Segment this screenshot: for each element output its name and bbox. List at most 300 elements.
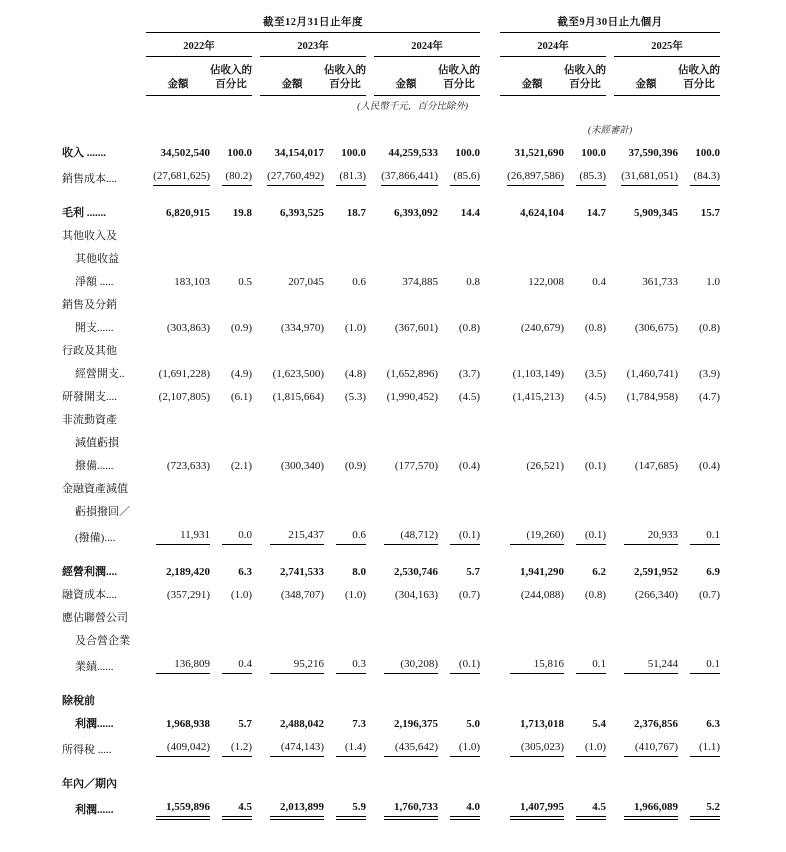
cell-value (678, 711, 720, 734)
cell-value (438, 140, 480, 163)
row-label (62, 223, 720, 246)
cell-value (614, 551, 678, 582)
cell-value (210, 269, 252, 292)
cell-value (324, 551, 366, 582)
value-text: 6.3 (706, 718, 721, 730)
cell-value (210, 582, 252, 605)
value-text: (1.0) (576, 741, 606, 757)
column-gap (366, 384, 374, 407)
row-label (62, 407, 720, 430)
cell-value (210, 551, 252, 582)
value-text: 0.3 (336, 658, 366, 674)
value-text: 0.1 (690, 658, 720, 674)
cell-value (146, 315, 210, 338)
value-text: (1.0) (344, 589, 366, 601)
value-text: 183,103 (174, 276, 210, 288)
cell-value (678, 192, 720, 223)
column-gap (252, 361, 260, 384)
row-label (62, 269, 146, 292)
cell-value (324, 522, 366, 551)
value-text: 31,521,690 (514, 147, 564, 159)
pct-column-header: 佔收入的 百分比 (324, 57, 366, 96)
table-row (62, 628, 720, 651)
value-text: (4.5) (584, 391, 606, 403)
cell-value (678, 522, 720, 551)
value-text: (0.4) (698, 460, 721, 472)
value-text: 100.0 (695, 147, 721, 159)
value-text: (0.1) (576, 529, 606, 545)
cell-value (260, 582, 324, 605)
row-label (62, 163, 146, 192)
cell-value (210, 361, 252, 384)
value-text: 100.0 (581, 147, 606, 159)
column-gap (366, 315, 374, 338)
column-gap (366, 551, 374, 582)
column-gap (480, 734, 500, 763)
column-gap (606, 582, 614, 605)
cell-value (614, 192, 678, 223)
value-text: (723,633) (166, 460, 210, 472)
column-gap (606, 163, 614, 192)
table-row (62, 430, 720, 453)
cell-value (678, 384, 720, 407)
value-text: 100.0 (455, 147, 480, 159)
table-row (62, 551, 720, 582)
column-gap (606, 315, 614, 338)
column-gap (480, 192, 500, 223)
row-label (62, 628, 720, 651)
row-label-text: 非流動資產 (62, 414, 117, 426)
cell-value (374, 140, 438, 163)
cell-value (438, 551, 480, 582)
value-text: 1,941,290 (520, 566, 564, 578)
column-gap (252, 551, 260, 582)
value-text: 2,488,042 (280, 718, 324, 730)
value-text: 14.7 (586, 207, 606, 219)
value-text: 4,624,104 (520, 207, 564, 219)
column-gap (252, 163, 260, 192)
value-text: (306,675) (634, 322, 678, 334)
value-text: 207,045 (288, 276, 324, 288)
cell-value (500, 384, 564, 407)
value-text: (367,601) (394, 322, 438, 334)
table-row (62, 794, 720, 823)
cell-value (564, 361, 606, 384)
column-gap (366, 582, 374, 605)
row-label-text: 減值虧損 (75, 437, 119, 449)
cell-value (324, 315, 366, 338)
cell-value (614, 711, 678, 734)
cell-value (374, 163, 438, 192)
value-text: (1,460,741) (626, 368, 678, 380)
column-gap (606, 57, 614, 96)
column-gap (606, 192, 614, 223)
column-gap (480, 57, 500, 96)
cell-value (146, 734, 210, 763)
row-label (62, 361, 146, 384)
column-gap (480, 269, 500, 292)
value-text: (3.9) (698, 368, 721, 380)
cell-value (564, 734, 606, 763)
row-label (62, 651, 146, 680)
value-text: 6.2 (592, 566, 606, 578)
column-gap (252, 453, 260, 476)
cell-value (210, 384, 252, 407)
cell-value (324, 163, 366, 192)
cell-value (438, 453, 480, 476)
cell-value (374, 192, 438, 223)
column-gap (252, 384, 260, 407)
value-text: 95,216 (270, 658, 324, 674)
row-label (62, 763, 720, 794)
cell-value (438, 192, 480, 223)
cell-value (260, 192, 324, 223)
cell-value (438, 734, 480, 763)
cell-value (210, 794, 252, 823)
column-gap (252, 269, 260, 292)
cell-value (374, 794, 438, 823)
value-text: 18.7 (346, 207, 366, 219)
units-note: (人民幣千元，百分比除外) (357, 102, 468, 112)
value-text: 2,376,856 (634, 718, 678, 730)
row-label (62, 338, 720, 361)
cell-value (614, 522, 678, 551)
cell-value (146, 163, 210, 192)
value-text: 11,931 (156, 529, 210, 545)
cell-value (438, 361, 480, 384)
cell-value (500, 522, 564, 551)
value-text: (357,291) (166, 589, 210, 601)
value-text: (48,712) (384, 529, 438, 545)
row-label-text: 年內／期內 (62, 778, 117, 790)
cell-value (500, 551, 564, 582)
value-text: 2,189,420 (166, 566, 210, 578)
value-text: (1,623,500) (272, 368, 324, 380)
column-gap (366, 794, 374, 823)
row-label-text: 業績...... (75, 661, 114, 673)
row-label-text: (撥備).... (75, 532, 116, 544)
row-label-text: 融資成本.... (62, 589, 117, 601)
cell-value (210, 711, 252, 734)
value-text: (305,023) (510, 741, 564, 757)
year-header-2024: 2024年 (374, 33, 480, 57)
cell-value (614, 582, 678, 605)
cell-value (564, 269, 606, 292)
column-gap (606, 140, 614, 163)
value-text: (80.2) (222, 170, 252, 186)
value-text: (0.9) (344, 460, 366, 472)
cell-value (614, 651, 678, 680)
table-row (62, 338, 720, 361)
income-statement-table (62, 12, 720, 823)
value-text: (1,990,452) (386, 391, 438, 403)
cell-value (564, 551, 606, 582)
cell-value (678, 140, 720, 163)
column-gap (366, 522, 374, 551)
row-label (62, 430, 720, 453)
row-label-text: 應佔聯營公司 (62, 612, 128, 624)
cell-value (500, 315, 564, 338)
value-text: (0.7) (698, 589, 721, 601)
unaudited-note-row (62, 116, 720, 140)
value-text: 4.5 (222, 801, 252, 817)
value-text: (303,863) (166, 322, 210, 334)
cell-value (146, 522, 210, 551)
value-text: 361,733 (642, 276, 678, 288)
cell-value (678, 163, 720, 192)
cell-value (324, 453, 366, 476)
value-text: (0.8) (584, 322, 606, 334)
amount-column-header: 金額 (146, 57, 210, 96)
row-label-text: 其他收入及 (62, 230, 117, 242)
cell-value (324, 711, 366, 734)
value-text: 19.8 (232, 207, 252, 219)
cell-value (438, 711, 480, 734)
value-text: 5,909,345 (634, 207, 678, 219)
cell-value (564, 315, 606, 338)
cell-value (678, 361, 720, 384)
value-text: 374,885 (402, 276, 438, 288)
value-text: 5.4 (592, 718, 606, 730)
row-label-text: 銷售及分銷 (62, 299, 117, 311)
value-text: 6.3 (238, 566, 252, 578)
cell-value (614, 163, 678, 192)
table-row (62, 223, 720, 246)
value-text: (334,970) (280, 322, 324, 334)
column-gap (366, 711, 374, 734)
value-text: 5.9 (336, 801, 366, 817)
cell-value (374, 711, 438, 734)
cell-value (324, 269, 366, 292)
cell-value (614, 361, 678, 384)
row-label (62, 384, 146, 407)
cell-value (146, 269, 210, 292)
value-text: 37,590,396 (628, 147, 678, 159)
cell-value (438, 269, 480, 292)
year-header-9m2024: 2024年 (500, 33, 606, 57)
column-gap (252, 711, 260, 734)
value-text: (4.7) (698, 391, 721, 403)
cell-value (260, 163, 324, 192)
column-gap (366, 453, 374, 476)
cell-value (260, 794, 324, 823)
column-gap (252, 192, 260, 223)
row-label (62, 315, 146, 338)
value-text: 6.9 (706, 566, 721, 578)
column-gap (606, 361, 614, 384)
cell-value (260, 711, 324, 734)
cell-value (614, 734, 678, 763)
cell-value (374, 315, 438, 338)
cell-value (564, 140, 606, 163)
cell-value (374, 384, 438, 407)
column-gap (480, 384, 500, 407)
cell-value (500, 582, 564, 605)
table-row (62, 246, 720, 269)
cell-value (146, 582, 210, 605)
row-label (62, 292, 720, 315)
value-text: 4.0 (450, 801, 480, 817)
cell-value (564, 794, 606, 823)
cell-value (210, 163, 252, 192)
column-gap (606, 269, 614, 292)
row-label (62, 734, 146, 763)
table-row (62, 651, 720, 680)
cell-value (374, 522, 438, 551)
cell-value (564, 453, 606, 476)
row-label-text: 經營開支.. (75, 368, 125, 380)
amount-column-header: 金額 (614, 57, 678, 96)
value-text: (84.3) (690, 170, 720, 186)
value-text: (4.9) (230, 368, 252, 380)
column-gap (480, 140, 500, 163)
column-gap (366, 651, 374, 680)
value-text: (410,767) (624, 741, 678, 757)
cell-value (146, 140, 210, 163)
value-text: 6,393,525 (280, 207, 324, 219)
column-gap (480, 163, 500, 192)
value-text: (5.3) (344, 391, 366, 403)
value-text: 20,933 (624, 529, 678, 545)
value-text: 0.4 (592, 276, 606, 288)
cell-value (260, 315, 324, 338)
cell-value (500, 361, 564, 384)
value-text: 136,809 (156, 658, 210, 674)
row-label-text: 淨額 ..... (75, 276, 114, 288)
column-gap (480, 453, 500, 476)
column-header-row (62, 57, 720, 96)
cell-value (500, 163, 564, 192)
table-row (62, 315, 720, 338)
cell-value (260, 453, 324, 476)
pct-column-header: 佔收入的 百分比 (210, 57, 252, 96)
cell-value (260, 551, 324, 582)
value-text: 7.3 (352, 718, 366, 730)
table-row (62, 499, 720, 522)
row-label-text: 研發開支.... (62, 391, 117, 403)
column-gap (606, 522, 614, 551)
cell-value (564, 582, 606, 605)
cell-value (678, 315, 720, 338)
cell-value (146, 794, 210, 823)
row-label-text: 利潤...... (75, 718, 114, 730)
value-text: (3.5) (584, 368, 606, 380)
cell-value (500, 651, 564, 680)
row-label-text: 收入 ....... (62, 147, 106, 159)
cell-value (564, 651, 606, 680)
cell-value (678, 651, 720, 680)
cell-value (146, 453, 210, 476)
row-label (62, 522, 146, 551)
row-label (62, 246, 720, 269)
cell-value (564, 163, 606, 192)
row-label-text: 其他收益 (75, 253, 119, 265)
table-row (62, 476, 720, 499)
pct-column-header: 佔收入的 百分比 (438, 57, 480, 96)
cell-value (438, 582, 480, 605)
column-gap (606, 453, 614, 476)
cell-value (438, 315, 480, 338)
row-label (62, 711, 146, 734)
group-gap (480, 12, 500, 33)
table-row (62, 269, 720, 292)
cell-value (146, 361, 210, 384)
value-text: (26,897,586) (507, 170, 564, 186)
value-text: (27,681,625) (153, 170, 210, 186)
pct-column-header: 佔收入的 百分比 (564, 57, 606, 96)
value-text: 0.8 (466, 276, 480, 288)
cell-value (564, 522, 606, 551)
cell-value (210, 192, 252, 223)
cell-value (614, 794, 678, 823)
cell-value (564, 192, 606, 223)
row-label-text: 所得稅 ..... (62, 744, 112, 756)
table-row (62, 763, 720, 794)
row-label (62, 582, 146, 605)
value-text: 5.7 (466, 566, 480, 578)
column-gap (480, 582, 500, 605)
value-text: 5.0 (466, 718, 480, 730)
value-text: (1.4) (336, 741, 366, 757)
cell-value (438, 522, 480, 551)
value-text: 6,820,915 (166, 207, 210, 219)
row-label (62, 551, 146, 582)
row-label-text: 經營利潤.... (62, 566, 117, 578)
table-row (62, 292, 720, 315)
value-text: (85.6) (450, 170, 480, 186)
table-row (62, 140, 720, 163)
value-text: 0.5 (238, 276, 252, 288)
cell-value (324, 582, 366, 605)
cell-value (374, 361, 438, 384)
cell-value (564, 711, 606, 734)
cell-value (438, 794, 480, 823)
value-text: (0.8) (458, 322, 480, 334)
value-text: (30,208) (384, 658, 438, 674)
value-text: 1,966,089 (624, 801, 678, 817)
value-text: (6.1) (230, 391, 252, 403)
cell-value (210, 140, 252, 163)
value-text: 14.4 (460, 207, 480, 219)
value-text: 6,393,092 (394, 207, 438, 219)
cell-value (146, 384, 210, 407)
row-label-text: 撥備...... (75, 460, 114, 472)
period-group-row (62, 12, 720, 33)
table-row (62, 605, 720, 628)
row-label-text: 除稅前 (62, 695, 95, 707)
value-text: 2,591,952 (634, 566, 678, 578)
value-text: 100.0 (341, 147, 366, 159)
value-text: (1,815,664) (272, 391, 324, 403)
value-text: 44,259,533 (388, 147, 438, 159)
row-label (62, 794, 146, 823)
cell-value (210, 522, 252, 551)
row-label-text: 毛利 ....... (62, 207, 106, 219)
column-gap (480, 551, 500, 582)
cell-value (374, 582, 438, 605)
value-text: (1,652,896) (386, 368, 438, 380)
cell-value (500, 794, 564, 823)
unaudited-note: (未經審計) (587, 126, 633, 136)
cell-value (374, 734, 438, 763)
year-header-9m2025: 2025年 (614, 33, 720, 57)
table-row (62, 163, 720, 192)
cell-value (614, 140, 678, 163)
value-text: 0.0 (222, 529, 252, 545)
value-text: (0.7) (458, 589, 480, 601)
cell-value (324, 361, 366, 384)
amount-column-header: 金額 (260, 57, 324, 96)
